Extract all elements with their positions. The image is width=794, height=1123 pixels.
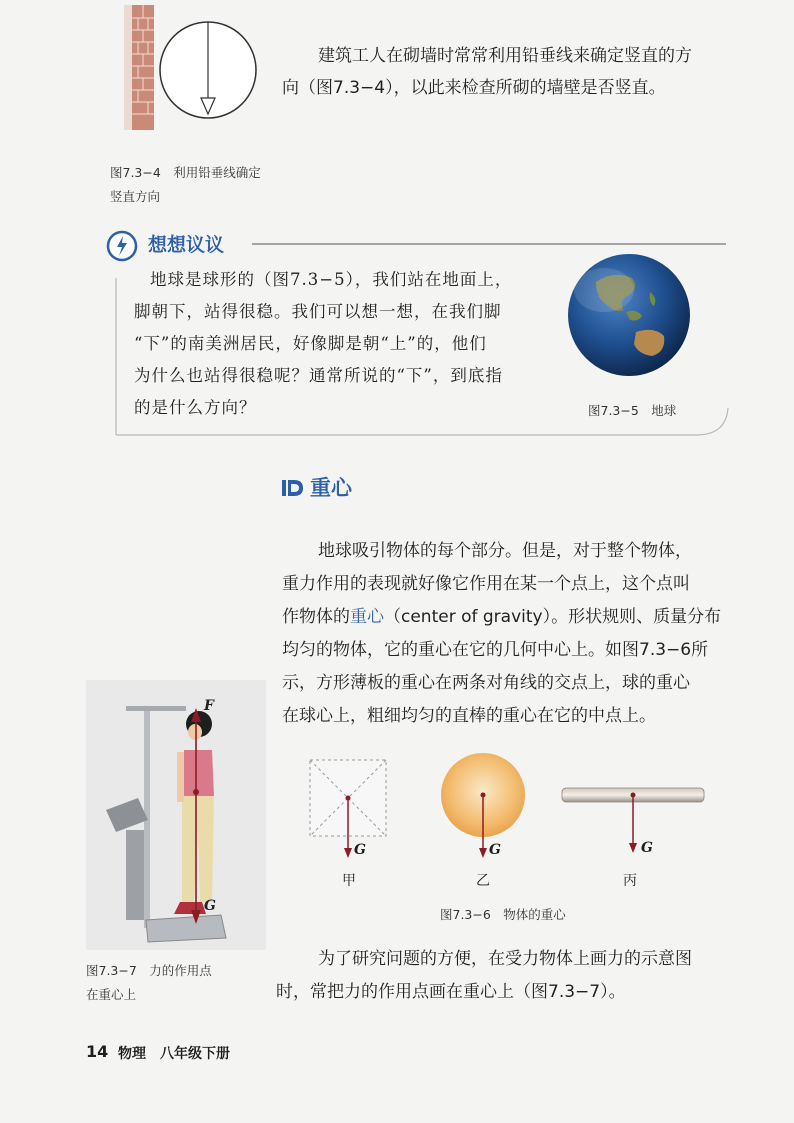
paragraph-text: （center of gravity）。形状规则、质量分布 (384, 607, 722, 627)
paragraph-line: 重力作用的表现就好像它作用在某一个点上，这个点叫 (282, 574, 690, 594)
figure-caption: 竖直方向 (110, 189, 161, 204)
section-marker-icon (282, 477, 304, 499)
think-box-title: 想想议议 (148, 234, 225, 256)
paragraph-line: 建筑工人在砌墙时常常利用铅垂线来确定竖直的方 (318, 46, 692, 66)
think-text-line: 为什么也站得很稳呢？通常所说的“下”，到底指 (134, 366, 503, 385)
earth-image (566, 252, 692, 378)
think-text-line: 地球是球形的（图7.3−5），我们站在地面上， (150, 270, 513, 289)
figure-plumb-line (110, 0, 260, 150)
person-on-scale-illustration (86, 680, 266, 950)
paragraph-line (282, 601, 721, 634)
figure-caption: 图7.3−5 地球 (588, 403, 677, 418)
label-yi: 乙 (476, 873, 490, 889)
figure-caption: 图7.3−6 物体的重心 (440, 907, 566, 922)
section-title: 重心 (310, 476, 352, 500)
paragraph-line: 向（图7.3−4），以此来检查所砌的墙壁是否竖直。 (282, 78, 666, 98)
gravity-label-g: G (489, 842, 501, 858)
key-term: 重心 (350, 607, 384, 627)
figure-caption: 图7.3−4 利用铅垂线确定 (110, 165, 261, 180)
gravity-label-g: G (641, 840, 653, 856)
figure-caption: 在重心上 (86, 987, 137, 1002)
plumb-line-illustration (110, 0, 260, 150)
figure-centers-of-gravity (300, 750, 720, 895)
paragraph-line: 时，常把力的作用点画在重心上（图7.3−7）。 (276, 982, 626, 1002)
think-text-line: 的是什么方向？ (134, 398, 257, 417)
think-text-line: “下”的南美洲居民，好像脚是朝“上”的，他们 (134, 334, 487, 353)
paragraph-line: 在球心上，粗细均匀的直棒的重心在它的中点上。 (282, 706, 656, 726)
figure-person-scale (86, 680, 266, 950)
paragraph-line: 示，方形薄板的重心在两条对角线的交点上，球的重心 (282, 673, 690, 693)
gravity-label-g: G (204, 898, 216, 914)
centers-of-gravity-illustration (300, 750, 720, 895)
think-icon (106, 230, 138, 262)
paragraph-text: 作物体的 (282, 607, 350, 627)
force-label-f: F (204, 698, 214, 714)
label-jia: 甲 (342, 873, 356, 889)
figure-caption: 图7.3−7 力的作用点 (86, 963, 212, 978)
paragraph-line: 地球吸引物体的每个部分。但是，对于整个物体， (318, 541, 692, 561)
page-number: 14 (86, 1042, 109, 1061)
paragraph-line: 为了研究问题的方便，在受力物体上画力的示意图 (318, 949, 692, 969)
label-bing: 丙 (623, 873, 637, 889)
think-text-line: 脚朝下，站得很稳。我们可以想一想，在我们脚 (134, 302, 502, 321)
think-box (106, 230, 732, 440)
paragraph-line: 均匀的物体，它的重心在它的几何中心上。如图7.3−6所 (282, 640, 709, 660)
gravity-label-g: G (354, 842, 366, 858)
book-title: 物理 八年级下册 (118, 1046, 230, 1062)
